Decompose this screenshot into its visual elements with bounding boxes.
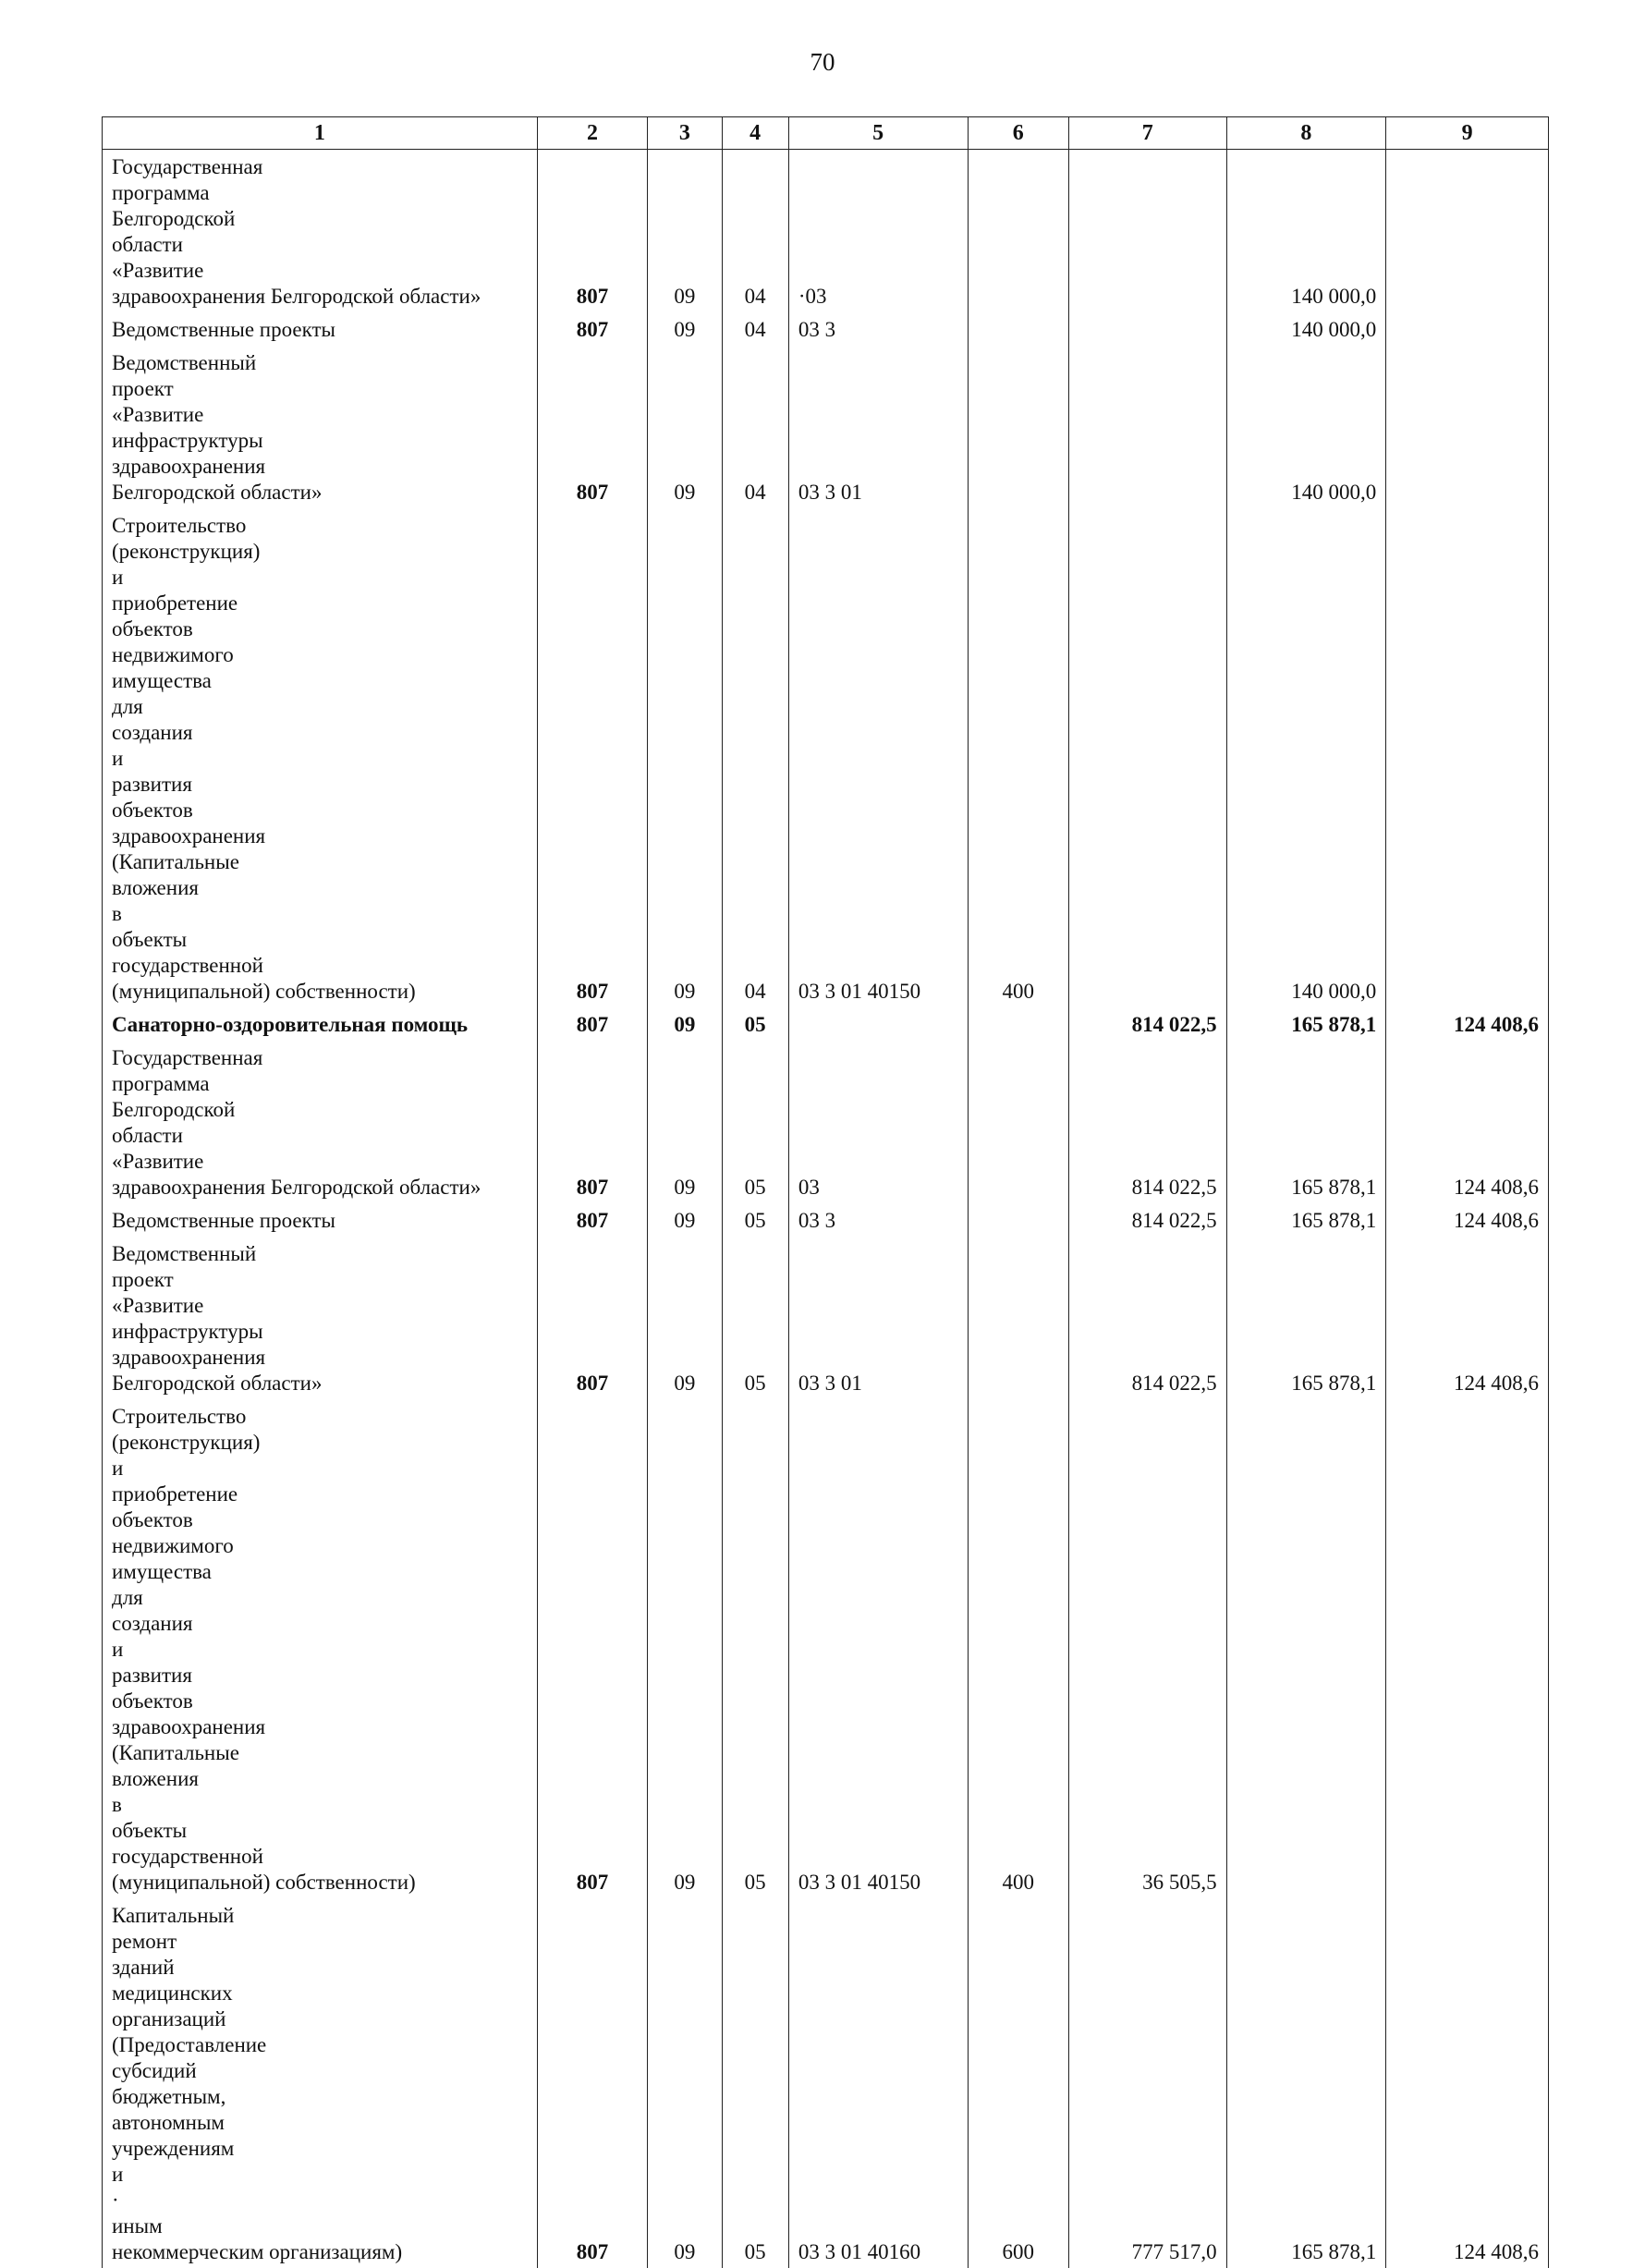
- budget-code-ved: 807: [537, 1007, 647, 1041]
- target-article-code: 03 3: [788, 1203, 968, 1237]
- section-code: 09: [648, 1898, 722, 2268]
- item-name-line: (муниципальной) собственности): [112, 1870, 528, 1896]
- item-name-line: Государственная программа: [112, 1045, 528, 1097]
- expense-type-code: [968, 1237, 1068, 1399]
- item-name-line: имущества для создания и развития: [112, 1559, 528, 1689]
- item-name-line: Санаторно-оздоровительная помощь: [112, 1012, 528, 1038]
- amount-col-9: 124 408,6: [1386, 1203, 1549, 1237]
- expense-type-code: 600: [968, 1898, 1068, 2268]
- item-name-line: Белгородской области»: [112, 480, 528, 506]
- subsection-code: 04: [722, 346, 788, 508]
- amount-col-9: 124 408,6: [1386, 1898, 1549, 2268]
- table-row: [103, 312, 1549, 346]
- item-name-line: Ведомственный проект «Развитие: [112, 1241, 528, 1319]
- section-code: 09: [648, 1237, 722, 1399]
- amount-col-8: 165 878,1: [1226, 1007, 1386, 1041]
- amount-col-8: 165 878,1: [1226, 1898, 1386, 2268]
- section-code: 09: [648, 312, 722, 346]
- amount-col-7: [1068, 346, 1226, 508]
- subsection-code: 05: [722, 1898, 788, 2268]
- amount-col-8: [1226, 1399, 1386, 1898]
- col-header: 2: [537, 117, 647, 150]
- amount-col-7: 814 022,5: [1068, 1041, 1226, 1203]
- item-name: [103, 1237, 538, 1399]
- table-row: [103, 1399, 1549, 1898]
- item-name-line: Государственная программа: [112, 154, 528, 206]
- target-article-code: [788, 1007, 968, 1041]
- subsection-code: 05: [722, 1203, 788, 1237]
- item-name: [103, 1898, 538, 2268]
- amount-col-8: 165 878,1: [1226, 1203, 1386, 1237]
- col-header: 9: [1386, 117, 1549, 150]
- item-name-line: Капитальный ремонт зданий: [112, 1903, 528, 1981]
- amount-col-9: [1386, 508, 1549, 1007]
- item-name: [103, 1007, 538, 1041]
- target-article-code: 03 3 01: [788, 346, 968, 508]
- table-row: [103, 346, 1549, 508]
- item-name-line: Ведомственные проекты: [112, 1208, 528, 1234]
- amount-col-7: 36 505,5: [1068, 1399, 1226, 1898]
- budget-code-ved: 807: [537, 508, 647, 1007]
- budget-code-ved: 807: [537, 1898, 647, 2268]
- target-article-code: ·03: [788, 150, 968, 313]
- item-name: [103, 1203, 538, 1237]
- section-code: 09: [648, 1007, 722, 1041]
- item-name: [103, 150, 538, 313]
- table-body: [103, 150, 1549, 2268]
- item-name-line: приобретение объектов недвижимого: [112, 591, 528, 668]
- item-name-line: (Предоставление субсидий бюджетным,: [112, 2032, 528, 2110]
- target-article-code: 03 3: [788, 312, 968, 346]
- amount-col-9: [1386, 1399, 1549, 1898]
- subsection-code: 04: [722, 150, 788, 313]
- item-name-line: инфраструктуры здравоохранения: [112, 428, 528, 480]
- item-name-line: Ведомственный проект «Развитие: [112, 350, 528, 428]
- amount-col-7: [1068, 312, 1226, 346]
- subsection-code: 05: [722, 1041, 788, 1203]
- header-row: [103, 117, 1549, 150]
- expense-type-code: 400: [968, 508, 1068, 1007]
- item-name-line: Строительство (реконструкция) и: [112, 1404, 528, 1482]
- expense-type-code: [968, 1041, 1068, 1203]
- subsection-code: 05: [722, 1399, 788, 1898]
- item-name-line: объектов здравоохранения (Капитальные: [112, 1689, 528, 1766]
- table-row: [103, 1898, 1549, 2268]
- expense-type-code: 400: [968, 1399, 1068, 1898]
- budget-code-ved: 807: [537, 1203, 647, 1237]
- budget-table: [102, 116, 1549, 2268]
- target-article-code: 03: [788, 1041, 968, 1203]
- amount-col-9: [1386, 312, 1549, 346]
- amount-col-9: 124 408,6: [1386, 1237, 1549, 1399]
- section-code: 09: [648, 150, 722, 313]
- col-header: 3: [648, 117, 722, 150]
- amount-col-7: 814 022,5: [1068, 1237, 1226, 1399]
- section-code: 09: [648, 508, 722, 1007]
- budget-code-ved: 807: [537, 150, 647, 313]
- amount-col-8: 140 000,0: [1226, 508, 1386, 1007]
- budget-code-ved: 807: [537, 312, 647, 346]
- item-name-line: некоммерческим организациям): [112, 2239, 528, 2265]
- section-code: 09: [648, 1041, 722, 1203]
- col-header: 8: [1226, 117, 1386, 150]
- target-article-code: 03 3 01 40150: [788, 508, 968, 1007]
- amount-col-9: 124 408,6: [1386, 1041, 1549, 1203]
- subsection-code: 05: [722, 1237, 788, 1399]
- target-article-code: 03 3 01 40160: [788, 1898, 968, 2268]
- item-name-line: здравоохранения Белгородской области»: [112, 1175, 528, 1201]
- amount-col-9: [1386, 150, 1549, 313]
- expense-type-code: [968, 312, 1068, 346]
- subsection-code: 04: [722, 508, 788, 1007]
- expense-type-code: [968, 1007, 1068, 1041]
- budget-code-ved: 807: [537, 1041, 647, 1203]
- target-article-code: 03 3 01: [788, 1237, 968, 1399]
- table-row: [103, 508, 1549, 1007]
- amount-col-8: 140 000,0: [1226, 312, 1386, 346]
- item-name-line: здравоохранения Белгородской области»: [112, 284, 528, 310]
- amount-col-8: 165 878,1: [1226, 1237, 1386, 1399]
- item-name-line: Белгородской области «Развитие: [112, 206, 528, 284]
- amount-col-7: 814 022,5: [1068, 1007, 1226, 1041]
- item-name: [103, 1041, 538, 1203]
- section-code: 09: [648, 1203, 722, 1237]
- col-header: 7: [1068, 117, 1226, 150]
- page-number: 70: [0, 48, 1645, 77]
- amount-col-8: 140 000,0: [1226, 150, 1386, 313]
- item-name-line: имущества для создания и развития: [112, 668, 528, 798]
- section-code: 09: [648, 1399, 722, 1898]
- expense-type-code: [968, 150, 1068, 313]
- table-row: [103, 1237, 1549, 1399]
- table-row: [103, 150, 1549, 313]
- amount-col-7: 777 517,0: [1068, 1898, 1226, 2268]
- item-name-line: вложения в объекты государственной: [112, 875, 528, 979]
- col-header: 1: [103, 117, 538, 150]
- amount-col-9: [1386, 346, 1549, 508]
- col-header: 4: [722, 117, 788, 150]
- budget-code-ved: 807: [537, 346, 647, 508]
- item-name-line: инфраструктуры здравоохранения: [112, 1319, 528, 1371]
- item-name: [103, 346, 538, 508]
- item-name: [103, 508, 538, 1007]
- target-article-code: 03 3 01 40150: [788, 1399, 968, 1898]
- item-name-line: вложения в объекты государственной: [112, 1766, 528, 1870]
- section-code: 09: [648, 346, 722, 508]
- table-row: [103, 1007, 1549, 1041]
- item-name-line: Строительство (реконструкция) и: [112, 513, 528, 591]
- item-name-line: приобретение объектов недвижимого: [112, 1482, 528, 1559]
- table-row: [103, 1203, 1549, 1237]
- budget-code-ved: 807: [537, 1237, 647, 1399]
- item-name-line: медицинских организаций: [112, 1981, 528, 2032]
- amount-col-8: 140 000,0: [1226, 346, 1386, 508]
- amount-col-8: 165 878,1: [1226, 1041, 1386, 1203]
- expense-type-code: [968, 346, 1068, 508]
- budget-code-ved: 807: [537, 1399, 647, 1898]
- table-row: [103, 1041, 1549, 1203]
- item-name-line: автономным учреждениям и · иным: [112, 2110, 528, 2239]
- amount-col-9: 124 408,6: [1386, 1007, 1549, 1041]
- item-name-line: (муниципальной) собственности): [112, 979, 528, 1005]
- subsection-code: 04: [722, 312, 788, 346]
- col-header: 6: [968, 117, 1068, 150]
- subsection-code: 05: [722, 1007, 788, 1041]
- amount-col-7: [1068, 150, 1226, 313]
- expense-type-code: [968, 1203, 1068, 1237]
- item-name-line: Ведомственные проекты: [112, 317, 528, 343]
- item-name-line: Белгородской области «Развитие: [112, 1097, 528, 1175]
- item-name: [103, 1399, 538, 1898]
- amount-col-7: [1068, 508, 1226, 1007]
- amount-col-7: 814 022,5: [1068, 1203, 1226, 1237]
- col-header: 5: [788, 117, 968, 150]
- item-name-line: Белгородской области»: [112, 1371, 528, 1396]
- item-name-line: объектов здравоохранения (Капитальные: [112, 798, 528, 875]
- item-name: [103, 312, 538, 346]
